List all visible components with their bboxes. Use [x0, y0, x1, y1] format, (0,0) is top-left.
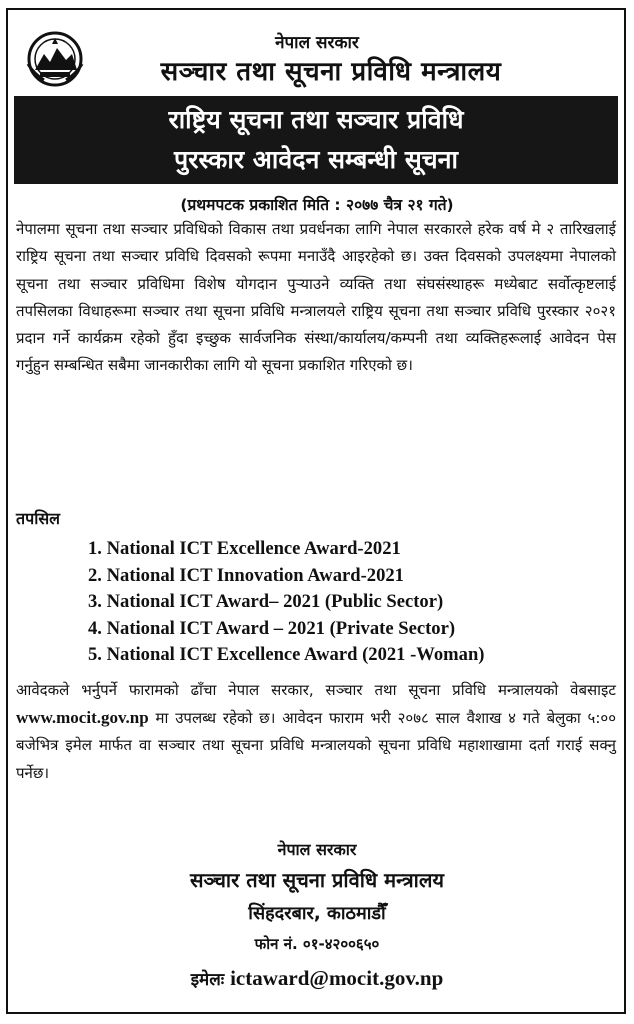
- award-item: 5. National ICT Excellence Award (2021 -Woman): [88, 644, 485, 665]
- website-link[interactable]: www.mocit.gov.np: [16, 708, 149, 728]
- list-heading: तपसिल: [16, 509, 61, 528]
- award-item: 2. National ICT Innovation Award-2021: [88, 564, 404, 586]
- award-item: 3. National ICT Award– 2021 (Public Sector): [88, 591, 444, 612]
- footer-government: नेपाल सरकार: [277, 840, 357, 859]
- intro-paragraph: नेपालमा सूचना तथा सञ्चार प्रविधिको विकास तथा प्रवर्धनका लागि नेपाल सरकारले हरेक वर्ष मे २ तारिखलाई राष्ट्रिय सूचना तथा सञ्चार प्रविधि दिवसको रूपमा मनाउँदै आइरहेको छ। उक्त दिवसको उपलक्ष्यमा नेपालको सूचना तथा सञ्चार प्रविधिमा विशेष योगदान पुऱ्याउने व्यक्ति तथा संघसंस्थाहरू मध्येबाट सर्वोत्कृष्टलाई तपसिलका विधाहरूमा सञ्चार तथा सूचना प्रविधि मन्त्रालयले राष्ट्रिय सूचना तथा सञ्चार प्रविधि पुरस्कार २०२१ प्रदान गर्ने कार्यक्रम रहेको हुँदा इच्छुक सार्वजनिक संस्था/कार्यालय/कम्पनी तथा व्यक्तिहरूलाई आवेदन पेस गर्नुहुन सम्बन्धित सबैमा जानकारीका लागि यो सूचना प्रकाशित गरिएको छ।: [16, 220, 616, 375]
- email-label: इमेलः: [190, 970, 231, 990]
- award-item: 1. National ICT Excellence Award-2021: [88, 538, 401, 559]
- header-ministry: सञ्चार तथा सूचना प्रविधि मन्त्रालय: [160, 57, 502, 87]
- email-link[interactable]: ictaward@mocit.gov.np: [230, 966, 444, 990]
- application-info: [16, 677, 616, 787]
- footer-ministry: सञ्चार तथा सूचना प्रविधि मन्त्रालय: [189, 868, 445, 892]
- header-government: नेपाल सरकार: [275, 33, 359, 53]
- form-info-text: आवेदकले भर्नुपर्ने फारामको ढाँचा नेपाल सरकार, सञ्चार तथा सूचना प्रविधि मन्त्रालयको वेबसाइट: [16, 681, 616, 699]
- banner-line-1: राष्ट्रिय सूचना तथा सञ्चार प्रविधि: [168, 105, 464, 134]
- form-info-text-end: मा उपलब्ध रहेको छ।: [148, 709, 276, 728]
- publication-date: (प्रथमपटक प्रकाशित मिति : २०७७ चैत्र २१ गते): [180, 196, 454, 214]
- footer-address: सिंहदरबार, काठमाडौँ: [248, 903, 386, 924]
- footer-phone: फोन नं. ०१-४२००६५०: [254, 935, 380, 953]
- title-banner: [14, 96, 618, 184]
- footer-email: [0, 966, 634, 991]
- deadline-text: आवेदन फाराम भरी २०७८ साल वैशाख ४ गते बेलुका ५:०० बजेभित्र इमेल मार्फत वा सञ्चार तथा सूचना प्रविधि मन्त्रालयको सूचना प्रविधि महाशाखामा दर्ता गराई सक्नु पर्नेछ।: [16, 709, 616, 782]
- banner-line-2: पुरस्कार आवेदन सम्बन्धी सूचना: [174, 145, 458, 174]
- award-list: [88, 536, 484, 669]
- award-item: 4. National ICT Award – 2021 (Private Sector): [88, 617, 456, 639]
